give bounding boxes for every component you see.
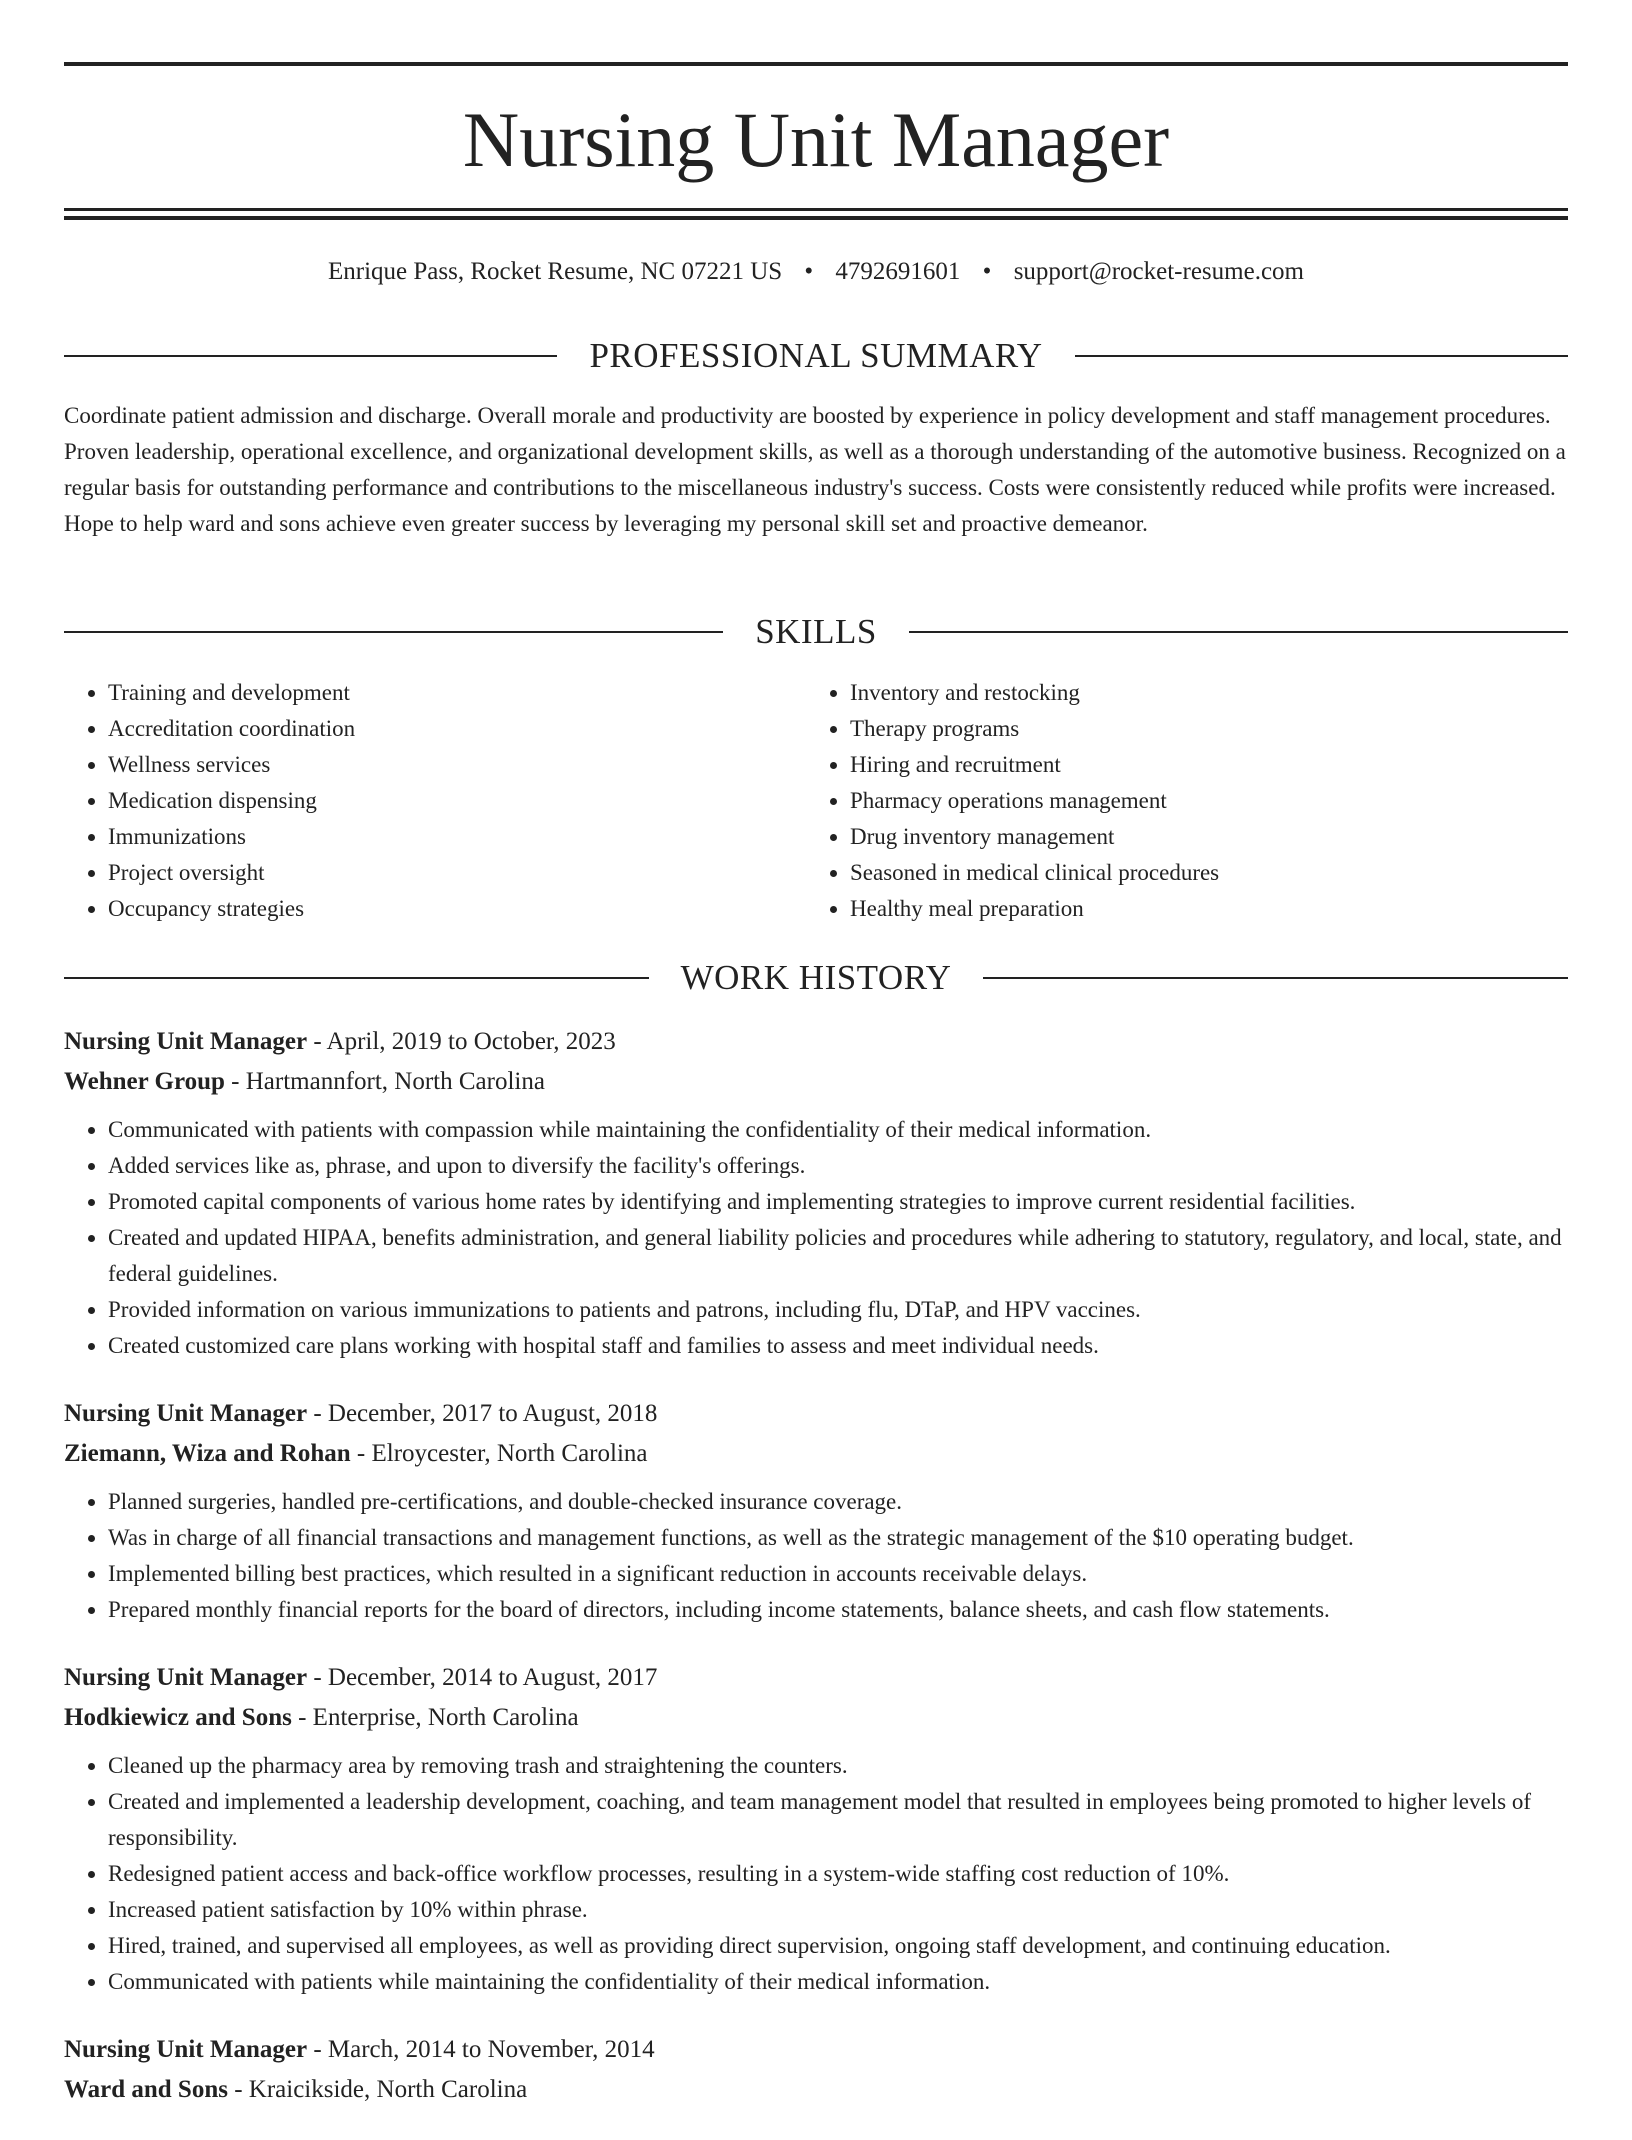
section-header-work [64, 956, 1568, 1000]
job-bullet: • Hired, trained, and supervised all employees, as well as providing direct supervision, ongoing staff development, and continuing education. [108, 1928, 1568, 1964]
job-location: - Hartmannfort, North Carolina [224, 1068, 545, 1095]
contact-separator: • [804, 258, 814, 285]
job-bullets [64, 1112, 1568, 1364]
contact-separator: • [982, 258, 992, 285]
job-bullet: • Communicated with patients while maintaining the confidentiality of their medical information. [108, 1964, 1568, 2000]
section-divider [64, 977, 649, 979]
section-divider [909, 631, 1568, 633]
contact-email: support@rocket-resume.com [1013, 258, 1304, 285]
section-divider [1075, 355, 1568, 357]
job-bullet: • Created customized care plans working with hospital staff and families to assess and meet individual needs. [108, 1328, 1568, 1364]
section-header-summary [64, 334, 1568, 378]
job-entry [64, 2030, 1568, 2110]
contact-phone: 4792691601 [835, 258, 961, 285]
job-bullet: • Implemented billing best practices, which resulted in a significant reduction in accounts receivable delays. [108, 1556, 1568, 1592]
skill-item: • Medication dispensing [108, 783, 806, 819]
job-entry [64, 1658, 1568, 2000]
skill-item: • Project oversight [108, 855, 806, 891]
section-title: WORK HISTORY [680, 958, 952, 997]
job-bullet: • Created and implemented a leadership development, coaching, and team management model that resulted in employees being promoted to higher levels of responsibility. [108, 1784, 1568, 1856]
skill-item: • Immunizations [108, 819, 806, 855]
skill-item: • Training and development [108, 675, 806, 711]
job-company: Ward and Sons [64, 2076, 228, 2103]
job-bullet: • Prepared monthly financial reports for the board of directors, including income statements, balance sheets, and cash flow statements. [108, 1592, 1568, 1628]
job-title: Nursing Unit Manager [64, 2036, 308, 2063]
job-entry [64, 1022, 1568, 1364]
job-bullet: • Promoted capital components of various home rates by identifying and implementing strategies to improve current residential facilities. [108, 1184, 1568, 1220]
job-title: Nursing Unit Manager [64, 1664, 308, 1691]
double-rule [64, 208, 1568, 220]
resume-title: Nursing Unit Manager [462, 96, 1170, 183]
skill-item: • Healthy meal preparation [850, 891, 1548, 927]
skills-column-left [64, 675, 806, 927]
section-divider [64, 631, 723, 633]
job-bullet: • Planned surgeries, handled pre-certifications, and double-checked insurance coverage. [108, 1484, 1568, 1520]
job-dates: - April, 2019 to October, 2023 [307, 1028, 616, 1055]
job-company: Wehner Group [64, 1068, 225, 1095]
job-dates: - December, 2014 to August, 2017 [307, 1664, 658, 1691]
job-bullet: • Was in charge of all financial transactions and management functions, as well as the strategic management of the $10 operating budget. [108, 1520, 1568, 1556]
job-title-line [64, 2030, 1568, 2070]
job-title-line [64, 1022, 1568, 1062]
job-bullets [64, 1748, 1568, 2000]
job-bullet: • Increased patient satisfaction by 10% within phrase. [108, 1892, 1568, 1928]
skill-item: • Hiring and recruitment [850, 747, 1548, 783]
job-location: - Kraicikside, North Carolina [227, 2076, 528, 2103]
skill-item: • Drug inventory management [850, 819, 1548, 855]
skill-item: • Pharmacy operations management [850, 783, 1548, 819]
section-header-skills [64, 610, 1568, 654]
contact-address: Enrique Pass, Rocket Resume, NC 07221 US [328, 258, 783, 285]
job-bullet: • Created and updated HIPAA, benefits administration, and general liability policies and procedures while adhering to statutory, regulatory, and local, state, and federal guidelines. [108, 1220, 1568, 1292]
job-company: Ziemann, Wiza and Rohan [64, 1440, 351, 1467]
skills-column-right [806, 675, 1548, 927]
top-rule [64, 62, 1568, 66]
job-title: Nursing Unit Manager [64, 1028, 308, 1055]
skill-item: • Therapy programs [850, 711, 1548, 747]
job-location: - Elroycester, North Carolina [350, 1440, 648, 1467]
job-company-line [64, 1062, 1568, 1102]
skill-item: • Accreditation coordination [108, 711, 806, 747]
job-bullet: • Redesigned patient access and back-office workflow processes, resulting in a system-wide staffing cost reduction of 10%. [108, 1856, 1568, 1892]
job-location: - Enterprise, North Carolina [291, 1704, 579, 1731]
job-title-line [64, 1394, 1568, 1434]
job-entry [64, 1394, 1568, 1628]
job-dates: - December, 2017 to August, 2018 [307, 1400, 658, 1427]
skills-list [64, 675, 1568, 927]
job-title-line [64, 1658, 1568, 1698]
job-dates: - March, 2014 to November, 2014 [307, 2036, 655, 2063]
job-company-line [64, 1698, 1568, 1738]
section-divider [983, 977, 1568, 979]
skill-item: • Inventory and restocking [850, 675, 1548, 711]
section-title: PROFESSIONAL SUMMARY [589, 336, 1043, 375]
job-bullet: • Provided information on various immunizations to patients and patrons, including flu, DTaP, and HPV vaccines. [108, 1292, 1568, 1328]
summary-text: Coordinate patient admission and discharge. Overall morale and productivity are boosted by experience in policy development and staff management procedures. Proven leadership, operational excellence, and organizational development skills, as well as a thorough understanding of the automotive business. Recognized on a regular basis for outstanding performance and contributions to the miscellaneous industry's success. Costs were consistently reduced while profits were increased. Hope to help ward and sons achieve even greater success by leveraging my personal skill set and proactive demeanor. [64, 403, 1566, 536]
section-title: SKILLS [755, 612, 877, 651]
job-bullets [64, 1484, 1568, 1628]
skill-item: • Seasoned in medical clinical procedures [850, 855, 1548, 891]
job-title: Nursing Unit Manager [64, 1400, 308, 1427]
section-divider [64, 355, 557, 357]
job-bullet: • Cleaned up the pharmacy area by removing trash and straightening the counters. [108, 1748, 1568, 1784]
job-bullet: • Communicated with patients with compassion while maintaining the confidentiality of their medical information. [108, 1112, 1568, 1148]
job-bullet: • Added services like as, phrase, and upon to diversify the facility's offerings. [108, 1148, 1568, 1184]
contact-line [64, 254, 1568, 290]
skill-item: • Wellness services [108, 747, 806, 783]
job-company-line [64, 1434, 1568, 1474]
job-company: Hodkiewicz and Sons [64, 1704, 292, 1731]
job-company-line [64, 2070, 1568, 2110]
work-history [64, 1022, 1568, 2140]
skill-item: • Occupancy strategies [108, 891, 806, 927]
